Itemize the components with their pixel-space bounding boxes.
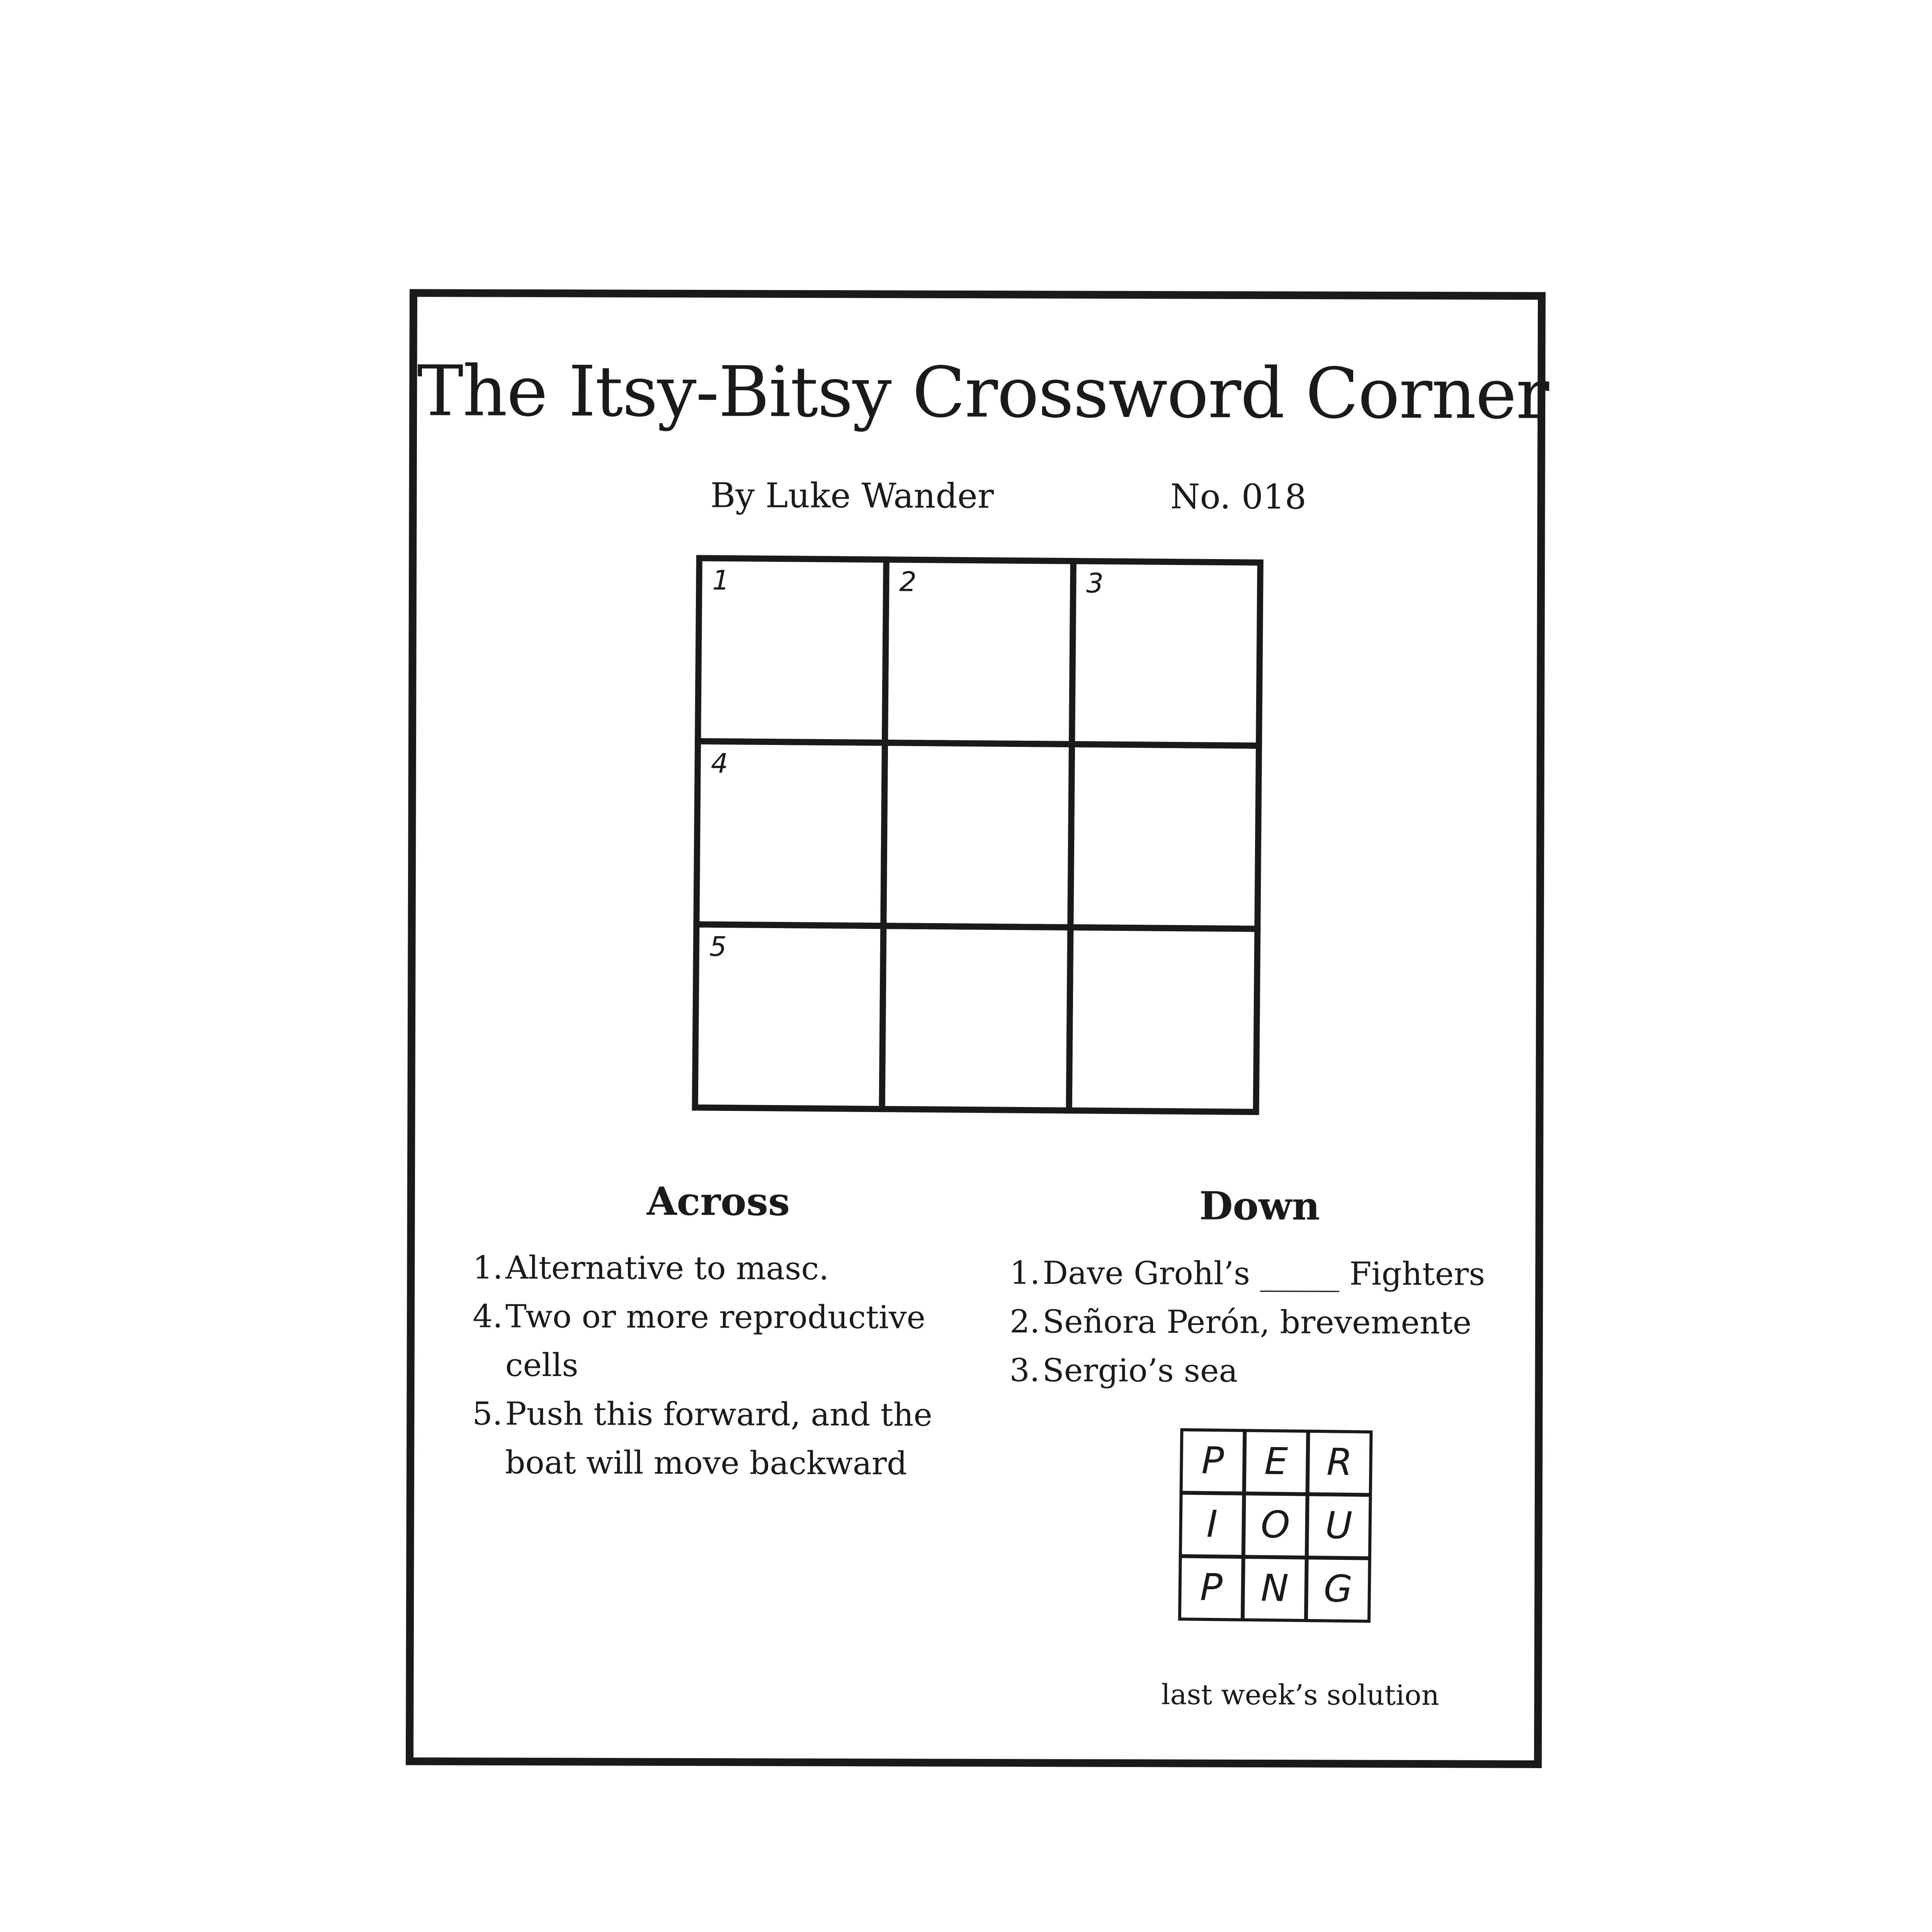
solution-cell: N [1242,1556,1308,1622]
solution-cell: U [1306,1493,1372,1560]
grid-cell[interactable] [693,738,888,929]
across-clue [473,1244,956,1294]
puzzle-title: The Itsy-Bitsy Crossword Corner [417,351,1549,435]
solution-cell: O [1242,1492,1309,1559]
across-heading: Across [646,1178,790,1225]
solution-cell: P [1178,1555,1245,1621]
grid-cell[interactable] [695,555,889,746]
cell-number: 2 [899,566,917,598]
grid-cell[interactable] [1069,558,1264,749]
clue-text: Señora Perón, brevemente [1042,1303,1472,1342]
grid-cell[interactable] [880,740,1075,930]
clue-text: Sergio’s sea [1042,1352,1238,1389]
down-clue [1010,1346,1493,1396]
cell-number: 4 [711,747,728,779]
solution-cell: R [1306,1430,1373,1496]
cell-number: 5 [709,930,727,963]
down-clue [1010,1249,1493,1299]
cell-number: 1 [712,564,730,596]
clue-text: Push this forward, and the boat will move backward [505,1395,932,1482]
clue-number: 1. [1010,1255,1040,1292]
across-clue-list [472,1244,956,1488]
puzzle-frame [406,289,1549,1768]
grid-cell[interactable] [882,556,1077,747]
issue-number: No. 018 [1170,476,1307,517]
cell-number: 3 [1086,567,1104,599]
solution-cell: I [1179,1492,1245,1558]
grid-cell[interactable] [1066,924,1261,1115]
grid-cell[interactable] [1067,741,1262,932]
clue-text: Dave Grohl’s _____ Fighters [1043,1255,1485,1293]
down-clue-list [1010,1249,1493,1396]
across-clue [473,1293,956,1391]
grid-cell[interactable] [879,923,1074,1114]
down-heading: Down [1199,1183,1320,1229]
down-clue [1010,1298,1493,1347]
crossword-grid [692,555,1257,1100]
clue-number: 1. [473,1249,503,1286]
clue-text: Two or more reproductive cells [505,1298,926,1384]
clue-text: Alternative to masc. [505,1249,829,1287]
author-byline: By Luke Wander [710,475,994,516]
solution-cell: G [1305,1556,1371,1623]
clue-number: 2. [1009,1303,1040,1340]
grid-cell[interactable] [692,921,887,1112]
solution-cell: P [1180,1428,1246,1495]
across-clue [472,1390,956,1488]
clue-number: 4. [472,1298,503,1335]
solution-caption: last week’s solution [1161,1678,1439,1712]
solution-cell: E [1243,1429,1310,1495]
clue-number: 3. [1009,1352,1040,1389]
clue-number: 5. [472,1395,503,1432]
solution-grid [1178,1428,1378,1628]
